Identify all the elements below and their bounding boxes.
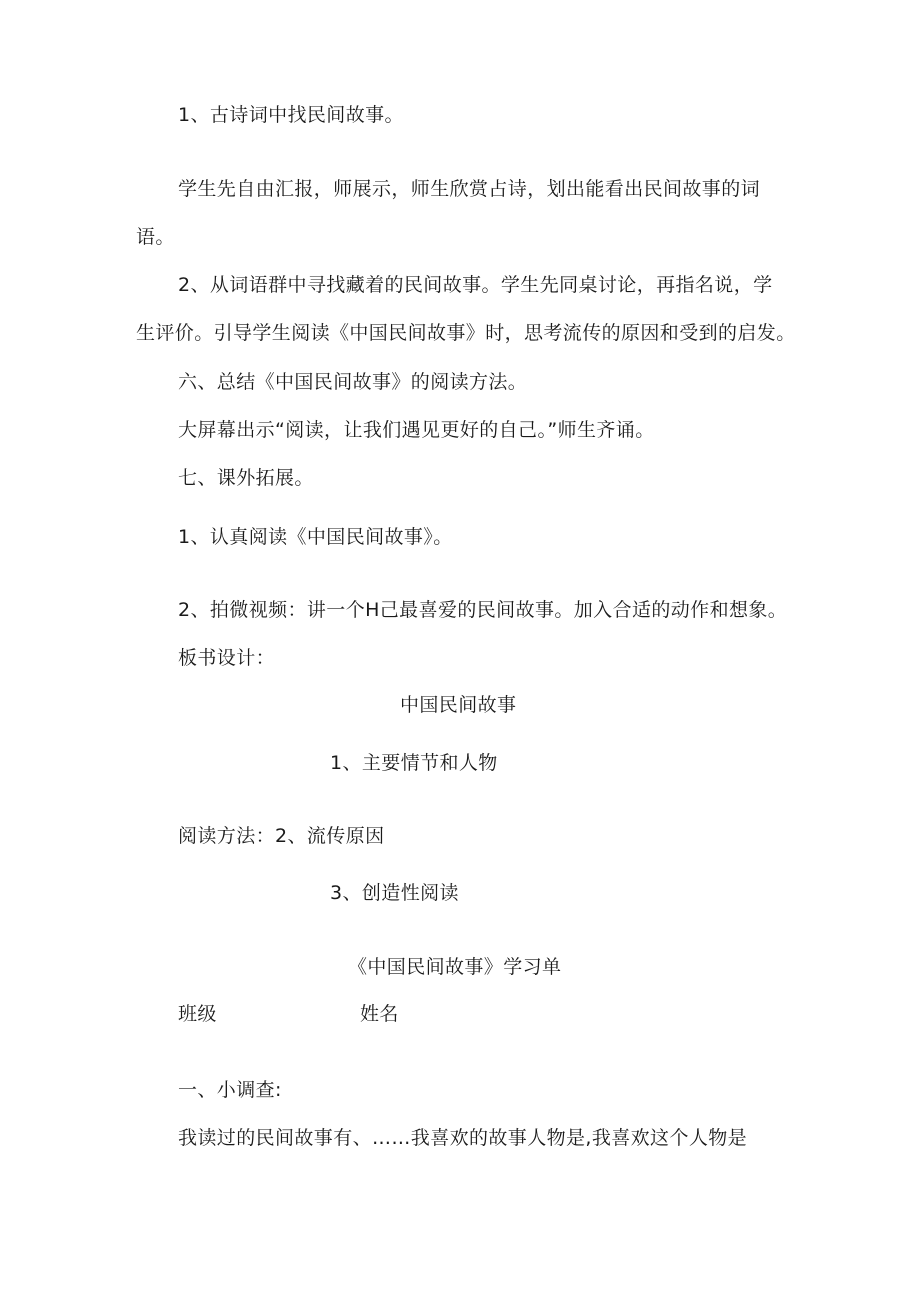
- section-heading-6: 六、总结《中国民间故事》的阅读方法。: [178, 371, 528, 393]
- board-item-3: 3、创造性阅读: [330, 882, 459, 904]
- extension-item-1: 1、认真阅读《中国民间故事》。: [178, 526, 453, 548]
- section-heading-7: 七、课外拓展。: [178, 467, 314, 489]
- survey-line: 我读过的民间故事有、……我喜欢的故事人物是,我喜欢这个人物是: [178, 1127, 748, 1149]
- paragraph-line: 生评价。引导学生阅读《中国民间故事》时，思考流传的原因和受到的启发。: [136, 322, 796, 344]
- survey-heading: 一、小调查:: [178, 1079, 282, 1101]
- board-design-label: 板书设计：: [178, 647, 276, 669]
- name-label: 姓名: [360, 1003, 399, 1025]
- worksheet-title: 《中国民间故事》学习单: [348, 956, 562, 978]
- board-item-2: 阅读方法：2、流传原因: [178, 825, 385, 847]
- paragraph-line: 2、从词语群中寻找藏着的民间故事。学生先同桌讨论，再指名说，学: [178, 274, 773, 296]
- paragraph-line: 大屏幕出示“阅读，让我们遇见更好的自己。”师生齐诵。: [178, 419, 655, 441]
- paragraph-line: 语。: [136, 226, 175, 248]
- class-label: 班级: [178, 1003, 217, 1025]
- paragraph-line: 学生先自由汇报，师展示，师生欣赏占诗，划出能看出民间故事的词: [178, 178, 761, 200]
- board-title: 中国民间故事: [400, 694, 517, 716]
- extension-item-2: 2、拍微视频：讲一个H己最喜爱的民间故事。加入合适的动作和想象。: [178, 599, 788, 621]
- section-item-1: 1、古诗词中找民间故事。: [178, 104, 404, 126]
- board-item-1: 1、主要情节和人物: [330, 752, 498, 774]
